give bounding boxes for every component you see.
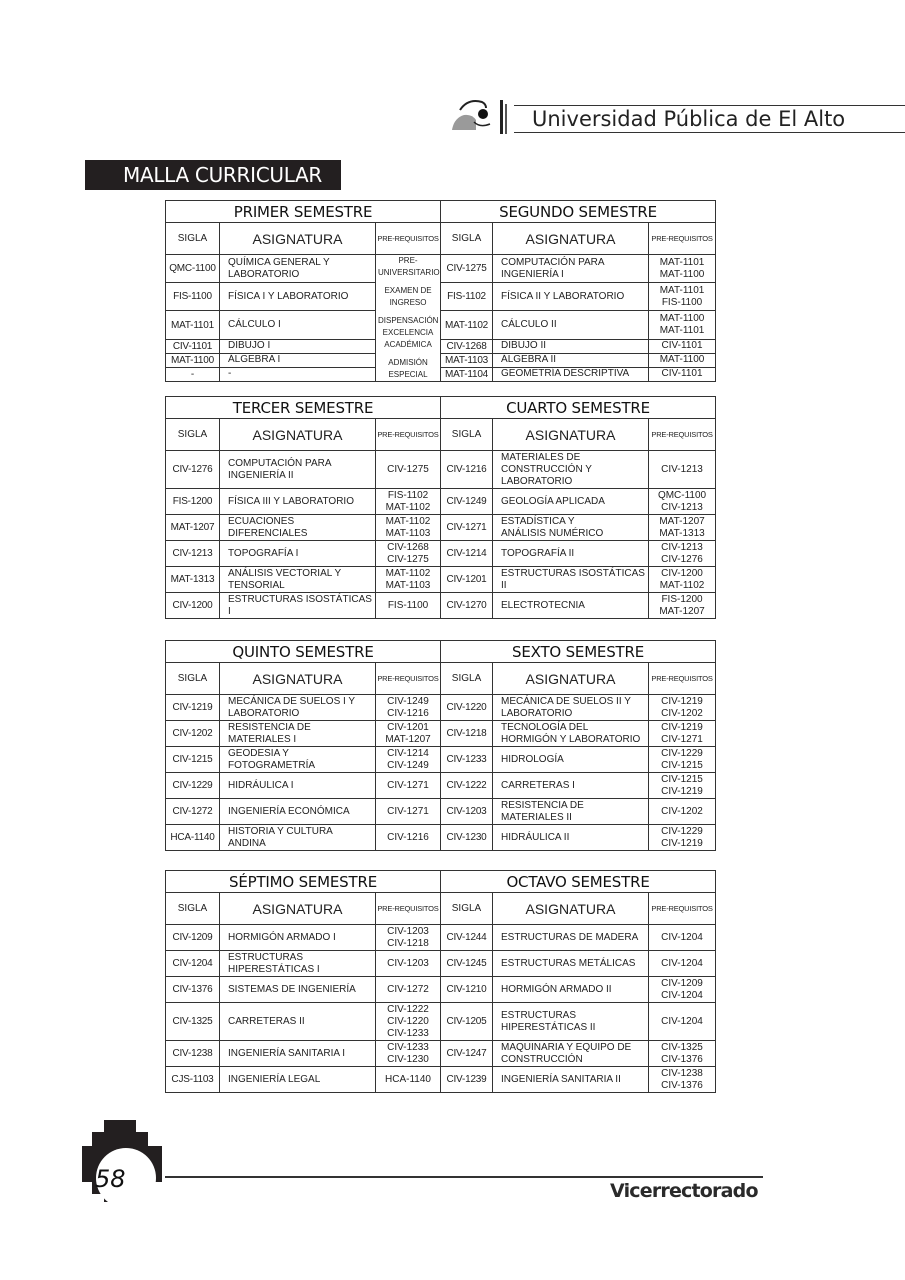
semester-table xyxy=(165,640,716,851)
semester-block-2 xyxy=(165,396,715,619)
prereq-cell: CIV-1222 CIV-1220 CIV-1233 xyxy=(376,1003,441,1041)
asignatura-cell: ECUACIONES DIFERENCIALES xyxy=(220,515,376,541)
table-row xyxy=(166,925,716,951)
prereq-cell: FIS-1102 MAT-1102 xyxy=(376,489,441,515)
sigla-cell: FIS-1102 xyxy=(441,283,493,311)
asignatura-cell: ESTRUCTURAS ISOSTÁTICAS II xyxy=(493,567,649,593)
sigla-cell: CIV-1204 xyxy=(166,951,220,977)
table-row xyxy=(166,339,716,353)
university-header xyxy=(450,96,905,136)
table-row xyxy=(166,1041,716,1067)
col-header-sigla: SIGLA xyxy=(166,419,220,451)
sigla-cell: HCA-1140 xyxy=(166,825,220,851)
asignatura-cell: MAQUINARIA Y EQUIPO DE CONSTRUCCIÓN xyxy=(493,1041,649,1067)
asignatura-cell: CARRETERAS I xyxy=(493,773,649,799)
sigla-cell: CIV-1216 xyxy=(441,451,493,489)
col-header-prereq: PRE-REQUISITOS xyxy=(376,419,441,451)
sigla-cell: CIV-1200 xyxy=(166,593,220,619)
section-title: MALLA CURRICULAR xyxy=(85,160,341,190)
prereq-cell: CIV-1209 CIV-1204 xyxy=(649,977,716,1003)
semester-title: SÉPTIMO SEMESTRE xyxy=(166,871,441,893)
sigla-cell: CIV-1210 xyxy=(441,977,493,1003)
sigla-cell: CIV-1214 xyxy=(441,541,493,567)
prereq-cell: MAT-1100 xyxy=(649,353,716,367)
sigla-cell: CIV-1202 xyxy=(166,721,220,747)
prereq-cell: FIS-1200 MAT-1207 xyxy=(649,593,716,619)
asignatura-cell: ÁLGEBRA I xyxy=(220,353,376,367)
prereq-cell: CIV-1238 CIV-1376 xyxy=(649,1067,716,1093)
asignatura-cell: ESTRUCTURAS DE MADERA xyxy=(493,925,649,951)
col-header-prereq: PRE-REQUISITOS xyxy=(649,663,716,695)
prereq-cell: CIV-1204 xyxy=(649,925,716,951)
asignatura-cell: CÁLCULO I xyxy=(220,311,376,339)
prereq-cell: FIS-1100 xyxy=(376,593,441,619)
table-row xyxy=(166,283,716,311)
sigla-cell: MAT-1207 xyxy=(166,515,220,541)
admission-requirements-cell: PRE- UNIVERSITARIO EXAMEN DE INGRESO DISPENSACIÓN EXCELENCIA ACADÉMICA ADMISIÓN ESPECIAL xyxy=(376,255,441,382)
asignatura-cell: CARRETERAS II xyxy=(220,1003,376,1041)
asignatura-cell: QUÍMICA GENERAL Y LABORATORIO xyxy=(220,255,376,283)
semester-title: SEXTO SEMESTRE xyxy=(441,641,716,663)
prereq-cell: CIV-1215 CIV-1219 xyxy=(649,773,716,799)
prereq-cell: MAT-1101 MAT-1100 xyxy=(649,255,716,283)
col-header-asignatura: ASIGNATURA xyxy=(220,893,376,925)
asignatura-cell: FÍSICA II Y LABORATORIO xyxy=(493,283,649,311)
asignatura-cell: HORMIGÓN ARMADO II xyxy=(493,977,649,1003)
semester-table xyxy=(165,200,716,382)
sigla-cell: CIV-1201 xyxy=(441,567,493,593)
prereq-cell: CIV-1229 CIV-1215 xyxy=(649,747,716,773)
col-header-prereq: PRE-REQUISITOS xyxy=(376,893,441,925)
prereq-cell: CIV-1101 xyxy=(649,367,716,381)
prereq-cell: CIV-1219 CIV-1271 xyxy=(649,721,716,747)
table-row xyxy=(166,773,716,799)
col-header-sigla: SIGLA xyxy=(166,663,220,695)
prereq-cell: CIV-1268 CIV-1275 xyxy=(376,541,441,567)
table-row xyxy=(166,799,716,825)
prereq-cell: CIV-1201 MAT-1207 xyxy=(376,721,441,747)
sigla-cell: CIV-1222 xyxy=(441,773,493,799)
prereq-cell: CIV-1249 CIV-1216 xyxy=(376,695,441,721)
col-header-sigla: SIGLA xyxy=(441,663,493,695)
vicerrectorado-logo: Vicerrectorado xyxy=(610,1180,758,1202)
asignatura-cell: TOPOGRAFÍA II xyxy=(493,541,649,567)
prereq-cell: CIV-1203 xyxy=(376,951,441,977)
prereq-cell: CIV-1213 xyxy=(649,451,716,489)
semester-title: SEGUNDO SEMESTRE xyxy=(441,201,716,223)
table-row xyxy=(166,593,716,619)
col-header-asignatura: ASIGNATURA xyxy=(220,419,376,451)
col-header-prereq: PRE-REQUISITOS xyxy=(649,223,716,255)
sigla-cell: CIV-1275 xyxy=(441,255,493,283)
asignatura-cell: TECNOLOGÍA DEL HORMIGÓN Y LABORATORIO xyxy=(493,721,649,747)
asignatura-cell: DIBUJO I xyxy=(220,339,376,353)
asignatura-cell: GEODESIA Y FOTOGRAMETRÍA xyxy=(220,747,376,773)
sigla-cell: CIV-1203 xyxy=(441,799,493,825)
asignatura-cell: MATERIALES DE CONSTRUCCIÓN Y LABORATORIO xyxy=(493,451,649,489)
asignatura-cell: ELECTROTECNIA xyxy=(493,593,649,619)
asignatura-cell: ESTRUCTURAS METÁLICAS xyxy=(493,951,649,977)
page-number: 58 xyxy=(95,1165,126,1193)
semester-title: TERCER SEMESTRE xyxy=(166,397,441,419)
sigla-cell: - xyxy=(166,367,220,381)
sigla-cell: FIS-1100 xyxy=(166,283,220,311)
col-header-asignatura: ASIGNATURA xyxy=(220,223,376,255)
prereq-cell: CIV-1229 CIV-1219 xyxy=(649,825,716,851)
col-header-prereq: PRE-REQUISITOS xyxy=(649,419,716,451)
asignatura-cell: COMPUTACIÓN PARA INGENIERÍA I xyxy=(493,255,649,283)
col-header-asignatura: ASIGNATURA xyxy=(220,663,376,695)
asignatura-cell: GEOLOGÍA APLICADA xyxy=(493,489,649,515)
sigla-cell: CIV-1276 xyxy=(166,451,220,489)
sigla-cell: CIV-1245 xyxy=(441,951,493,977)
prereq-cell: CIV-1204 xyxy=(649,951,716,977)
prereq-cell: CIV-1325 CIV-1376 xyxy=(649,1041,716,1067)
table-row xyxy=(166,1003,716,1041)
table-row xyxy=(166,747,716,773)
table-row xyxy=(166,255,716,283)
prereq-cell: CIV-1202 xyxy=(649,799,716,825)
prereq-cell: CIV-1204 xyxy=(649,1003,716,1041)
col-header-sigla: SIGLA xyxy=(441,893,493,925)
sigla-cell: CIV-1220 xyxy=(441,695,493,721)
prereq-cell: CIV-1214 CIV-1249 xyxy=(376,747,441,773)
prereq-cell: CIV-1271 xyxy=(376,773,441,799)
asignatura-cell: TOPOGRAFÍA I xyxy=(220,541,376,567)
sigla-cell: MAT-1102 xyxy=(441,311,493,339)
sigla-cell: CIV-1325 xyxy=(166,1003,220,1041)
asignatura-cell: HISTORIA Y CULTURA ANDINA xyxy=(220,825,376,851)
prereq-cell: CIV-1219 CIV-1202 xyxy=(649,695,716,721)
asignatura-cell: COMPUTACIÓN PARA INGENIERÍA II xyxy=(220,451,376,489)
col-header-sigla: SIGLA xyxy=(441,223,493,255)
table-row xyxy=(166,695,716,721)
footer-rule xyxy=(165,1176,763,1178)
asignatura-cell: DIBUJO II xyxy=(493,339,649,353)
table-row xyxy=(166,367,716,381)
semester-title: QUINTO SEMESTRE xyxy=(166,641,441,663)
asignatura-cell: INGENIERÍA SANITARIA I xyxy=(220,1041,376,1067)
sigla-cell: QMC-1100 xyxy=(166,255,220,283)
prereq-cell: MAT-1207 MAT-1313 xyxy=(649,515,716,541)
asignatura-cell: ESTRUCTURAS HIPERESTÁTICAS II xyxy=(493,1003,649,1041)
sigla-cell: CIV-1219 xyxy=(166,695,220,721)
sigla-cell: CIV-1270 xyxy=(441,593,493,619)
table-row xyxy=(166,541,716,567)
asignatura-cell: INGENIERÍA SANITARIA II xyxy=(493,1067,649,1093)
asignatura-cell: HIDROLOGÍA xyxy=(493,747,649,773)
prereq-cell: MAT-1100 MAT-1101 xyxy=(649,311,716,339)
table-row xyxy=(166,515,716,541)
table-row xyxy=(166,451,716,489)
asignatura-cell: SISTEMAS DE INGENIERÍA xyxy=(220,977,376,1003)
prereq-cell: CIV-1272 xyxy=(376,977,441,1003)
semester-block-3 xyxy=(165,640,715,851)
col-header-asignatura: ASIGNATURA xyxy=(493,419,649,451)
asignatura-cell: HIDRÁULICA II xyxy=(493,825,649,851)
sigla-cell: CIV-1218 xyxy=(441,721,493,747)
prereq-cell: CIV-1213 CIV-1276 xyxy=(649,541,716,567)
asignatura-cell: MECÁNICA DE SUELOS II Y LABORATORIO xyxy=(493,695,649,721)
sigla-cell: MAT-1101 xyxy=(166,311,220,339)
asignatura-cell: ESTRUCTURAS HIPERESTÁTICAS I xyxy=(220,951,376,977)
sigla-cell: CIV-1244 xyxy=(441,925,493,951)
sigla-cell: CIV-1233 xyxy=(441,747,493,773)
asignatura-cell: ESTADÍSTICA Y ANÁLISIS NUMÉRICO xyxy=(493,515,649,541)
asignatura-cell: MECÁNICA DE SUELOS I Y LABORATORIO xyxy=(220,695,376,721)
sigla-cell: CIV-1205 xyxy=(441,1003,493,1041)
col-header-prereq: PRE-REQUISITOS xyxy=(376,223,441,255)
table-row xyxy=(166,825,716,851)
prereq-cell: CIV-1271 xyxy=(376,799,441,825)
table-row xyxy=(166,721,716,747)
prereq-cell: QMC-1100 CIV-1213 xyxy=(649,489,716,515)
asignatura-cell: GEOMETRÍA DESCRIPTIVA xyxy=(493,367,649,381)
sigla-cell: CIV-1229 xyxy=(166,773,220,799)
asignatura-cell: FÍSICA I Y LABORATORIO xyxy=(220,283,376,311)
sigla-cell: CIV-1376 xyxy=(166,977,220,1003)
table-row xyxy=(166,311,716,339)
sigla-cell: FIS-1200 xyxy=(166,489,220,515)
sigla-cell: CIV-1230 xyxy=(441,825,493,851)
semester-title: CUARTO SEMESTRE xyxy=(441,397,716,419)
university-title: Universidad Pública de El Alto xyxy=(532,107,846,131)
sigla-cell: MAT-1103 xyxy=(441,353,493,367)
prereq-cell: MAT-1101 FIS-1100 xyxy=(649,283,716,311)
col-header-prereq: PRE-REQUISITOS xyxy=(376,663,441,695)
asignatura-cell: INGENIERÍA LEGAL xyxy=(220,1067,376,1093)
asignatura-cell: ANÁLISIS VECTORIAL Y TENSORIAL xyxy=(220,567,376,593)
col-header-asignatura: ASIGNATURA xyxy=(493,893,649,925)
table-row xyxy=(166,567,716,593)
table-row xyxy=(166,1067,716,1093)
sigla-cell: MAT-1100 xyxy=(166,353,220,367)
col-header-asignatura: ASIGNATURA xyxy=(493,223,649,255)
col-header-sigla: SIGLA xyxy=(166,223,220,255)
prereq-cell: CIV-1203 CIV-1218 xyxy=(376,925,441,951)
prereq-cell: HCA-1140 xyxy=(376,1067,441,1093)
semester-block-1 xyxy=(165,200,715,382)
sigla-cell: MAT-1104 xyxy=(441,367,493,381)
col-header-sigla: SIGLA xyxy=(166,893,220,925)
sigla-cell: CIV-1209 xyxy=(166,925,220,951)
prereq-cell: CIV-1101 xyxy=(649,339,716,353)
asignatura-cell: - xyxy=(220,367,376,381)
sigla-cell: CIV-1249 xyxy=(441,489,493,515)
sigla-cell: CIV-1271 xyxy=(441,515,493,541)
sigla-cell: MAT-1313 xyxy=(166,567,220,593)
sigla-cell: CIV-1238 xyxy=(166,1041,220,1067)
asignatura-cell: ESTRUCTURAS ISOSTÁTICAS I xyxy=(220,593,376,619)
sigla-cell: CIV-1272 xyxy=(166,799,220,825)
asignatura-cell: INGENIERÍA ECONÓMICA xyxy=(220,799,376,825)
semester-table xyxy=(165,870,716,1093)
sigla-cell: CIV-1215 xyxy=(166,747,220,773)
table-row xyxy=(166,353,716,367)
asignatura-cell: HORMIGÓN ARMADO I xyxy=(220,925,376,951)
semester-table xyxy=(165,396,716,619)
table-row xyxy=(166,489,716,515)
asignatura-cell: RESISTENCIA DE MATERIALES I xyxy=(220,721,376,747)
sigla-cell: CIV-1268 xyxy=(441,339,493,353)
table-row xyxy=(166,951,716,977)
asignatura-cell: ÁLGEBRA II xyxy=(493,353,649,367)
prereq-cell: CIV-1216 xyxy=(376,825,441,851)
prereq-cell: CIV-1200 MAT-1102 xyxy=(649,567,716,593)
asignatura-cell: HIDRÁULICA I xyxy=(220,773,376,799)
prereq-cell: MAT-1102 MAT-1103 xyxy=(376,515,441,541)
col-header-asignatura: ASIGNATURA xyxy=(493,663,649,695)
asignatura-cell: RESISTENCIA DE MATERIALES II xyxy=(493,799,649,825)
asignatura-cell: FÍSICA III Y LABORATORIO xyxy=(220,489,376,515)
sigla-cell: CIV-1213 xyxy=(166,541,220,567)
prereq-cell: CIV-1275 xyxy=(376,451,441,489)
sigla-cell: CIV-1101 xyxy=(166,339,220,353)
asignatura-cell: CÁLCULO II xyxy=(493,311,649,339)
sigla-cell: CIV-1247 xyxy=(441,1041,493,1067)
semester-title: PRIMER SEMESTRE xyxy=(166,201,441,223)
prereq-cell: MAT-1102 MAT-1103 xyxy=(376,567,441,593)
semester-block-4 xyxy=(165,870,715,1093)
semester-title: OCTAVO SEMESTRE xyxy=(441,871,716,893)
table-row xyxy=(166,977,716,1003)
col-header-prereq: PRE-REQUISITOS xyxy=(649,893,716,925)
prereq-cell: CIV-1233 CIV-1230 xyxy=(376,1041,441,1067)
university-logo-icon xyxy=(450,96,512,136)
sigla-cell: CJS-1103 xyxy=(166,1067,220,1093)
col-header-sigla: SIGLA xyxy=(441,419,493,451)
sigla-cell: CIV-1239 xyxy=(441,1067,493,1093)
